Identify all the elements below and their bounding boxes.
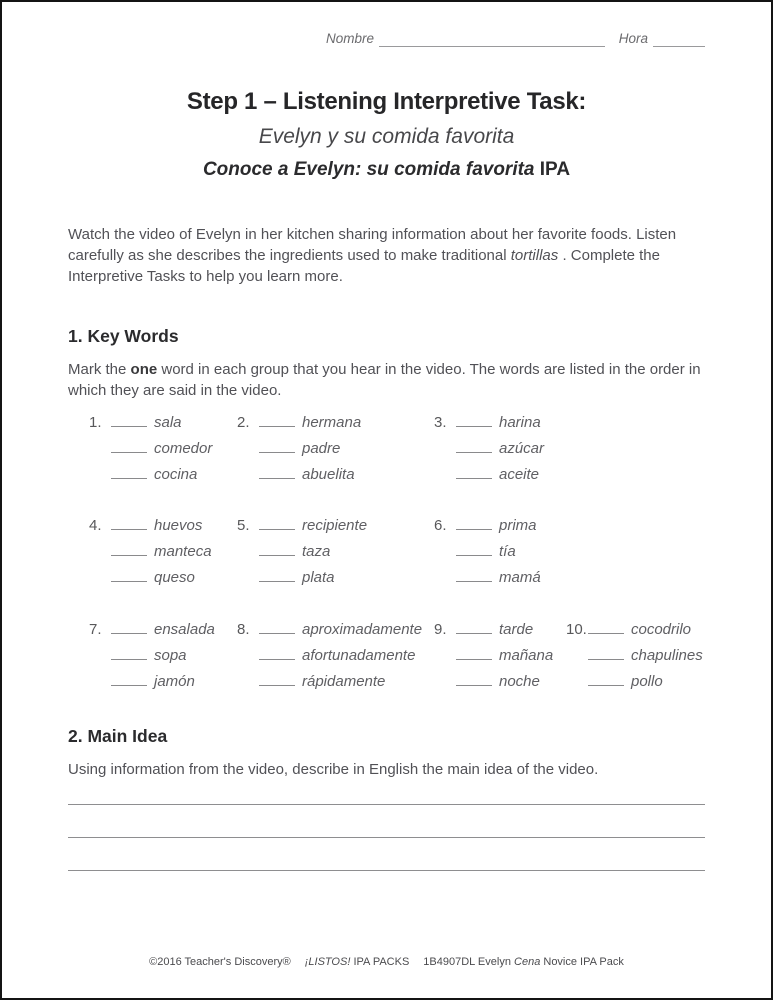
word-option: [588, 669, 703, 695]
answer-blank: [456, 646, 492, 660]
answer-blank: [588, 620, 624, 634]
footer-copyright: ©2016 Teacher's Discovery®: [149, 956, 291, 968]
word-label: noche: [499, 673, 540, 690]
word-option: [259, 513, 367, 539]
word-label: cocodrilo: [631, 621, 692, 638]
group-number: 8.: [237, 621, 250, 638]
answer-blank: [111, 568, 147, 582]
word-label: mañana: [499, 647, 554, 664]
word-group-5: [237, 513, 367, 591]
word-option: [259, 565, 367, 591]
word-option: [588, 643, 703, 669]
answer-blank: [456, 620, 492, 634]
main-idea-answer-area: [68, 780, 705, 871]
word-option: [111, 436, 212, 462]
intro-text-italic: tortillas: [510, 247, 559, 264]
instr-text-post: word in each group that you hear in the video. The words are listed in the order in which they are said in the video.: [68, 361, 701, 399]
intro-text-post: . Complete the Interpretive Tasks to help you learn more.: [68, 247, 660, 285]
word-group-1: [89, 410, 212, 488]
group-number: 5.: [237, 517, 250, 534]
page-title: Step 1 – Listening Interpretive Task:: [186, 88, 587, 115]
footer-series: [305, 956, 410, 968]
word-option: [259, 436, 361, 462]
word-option: [456, 436, 544, 462]
answer-blank: [456, 542, 492, 556]
word-label: sala: [154, 414, 182, 431]
group-items: [456, 617, 553, 695]
hour-blank-line: [653, 31, 705, 47]
word-option: [456, 643, 553, 669]
word-option: [111, 539, 212, 565]
answer-blank: [588, 646, 624, 660]
word-label: tarde: [499, 621, 534, 638]
word-group-9: [434, 617, 553, 695]
answer-blank: [111, 439, 147, 453]
hour-label: Hora: [618, 31, 648, 46]
word-group-row-2: [68, 513, 705, 591]
answer-blank: [111, 646, 147, 660]
instr-text-bold: one: [130, 361, 158, 378]
page-subtitle: Evelyn y su comida favorita: [258, 125, 515, 148]
answer-blank: [111, 516, 147, 530]
word-label: pollo: [631, 673, 663, 690]
word-option: [111, 669, 215, 695]
group-number: 2.: [237, 414, 250, 431]
word-option: [456, 669, 553, 695]
word-option: [456, 462, 544, 488]
answer-blank: [259, 620, 295, 634]
word-label: recipiente: [302, 517, 368, 534]
title-block: [68, 87, 705, 182]
name-hour-header: [326, 31, 705, 47]
answer-blank: [588, 672, 624, 686]
word-label: manteca: [154, 543, 212, 560]
intro-paragraph: [68, 224, 705, 287]
word-group-4: [89, 513, 212, 591]
word-label: taza: [302, 543, 331, 560]
word-option: [456, 539, 541, 565]
word-label: chapulines: [631, 647, 703, 664]
word-option: [259, 539, 367, 565]
word-label: cocina: [154, 466, 198, 483]
key-words-instructions: [68, 359, 705, 401]
word-group-10: [566, 617, 703, 695]
word-label: comedor: [154, 440, 213, 457]
answer-blank: [259, 413, 295, 427]
footer-series-name: ¡LISTOS!: [304, 956, 351, 968]
intro-text-pre: Watch the video of Evelyn in her kitchen sharing information about her favorite foods. Listen carefully as she describes the ingredients used to make traditional: [68, 226, 677, 264]
group-items: [111, 617, 215, 695]
word-label: jamón: [154, 673, 195, 690]
footer-product: [423, 956, 624, 968]
answer-blank: [111, 542, 147, 556]
main-idea-heading: 2. Main Idea: [68, 726, 168, 746]
group-number: 6.: [434, 517, 447, 534]
ipa-title: [68, 157, 705, 182]
word-label: plata: [302, 569, 335, 586]
group-items: [111, 410, 212, 488]
word-option: [111, 617, 215, 643]
word-label: abuelita: [302, 466, 355, 483]
group-items: [588, 617, 703, 695]
word-label: tía: [499, 543, 516, 560]
answer-blank: [456, 465, 492, 479]
group-number: 10.: [566, 621, 587, 638]
answer-line-1: [68, 780, 705, 805]
group-items: [259, 617, 422, 695]
answer-blank: [259, 516, 295, 530]
footer: [2, 956, 771, 968]
group-number: 1.: [89, 414, 102, 431]
word-option: [111, 643, 215, 669]
word-option: [111, 462, 212, 488]
word-label: ensalada: [154, 621, 215, 638]
group-number: 9.: [434, 621, 447, 638]
answer-blank: [456, 672, 492, 686]
word-label: padre: [302, 440, 341, 457]
word-label: rápidamente: [302, 673, 386, 690]
answer-blank: [259, 568, 295, 582]
word-option: [259, 410, 361, 436]
word-label: prima: [499, 517, 537, 534]
answer-blank: [259, 542, 295, 556]
word-option: [456, 565, 541, 591]
word-option: [259, 643, 422, 669]
footer-product-italic: Cena: [514, 956, 541, 968]
word-option: [259, 669, 422, 695]
word-label: mamá: [499, 569, 541, 586]
answer-blank: [111, 413, 147, 427]
word-label: aproximadamente: [302, 621, 423, 638]
word-option: [259, 462, 361, 488]
footer-series-rest: IPA PACKS: [353, 956, 410, 968]
word-option: [259, 617, 422, 643]
answer-blank: [456, 439, 492, 453]
footer-product-code: 1B4907DL Evelyn: [423, 956, 511, 968]
word-label: harina: [499, 414, 541, 431]
word-label: huevos: [154, 517, 203, 534]
word-label: afortunadamente: [302, 647, 416, 664]
word-option: [456, 513, 541, 539]
word-group-row-3: [68, 617, 705, 695]
group-items: [456, 513, 541, 591]
key-words-heading: 1. Key Words: [68, 326, 179, 346]
answer-line-3: [68, 838, 705, 871]
word-label: aceite: [499, 466, 540, 483]
group-items: [111, 513, 212, 591]
answer-blank: [259, 672, 295, 686]
name-blank-line: [379, 31, 605, 47]
word-group-row-1: [68, 410, 705, 488]
word-group-2: [237, 410, 361, 488]
word-label: azúcar: [499, 440, 545, 457]
word-option: [588, 617, 703, 643]
word-group-6: [434, 513, 541, 591]
group-items: [259, 513, 367, 591]
word-label: queso: [154, 569, 195, 586]
main-idea-instructions: Using information from the video, describe in English the main idea of the video.: [68, 761, 599, 778]
word-label: sopa: [154, 647, 187, 664]
name-label: Nombre: [326, 31, 375, 46]
word-option: [111, 513, 212, 539]
answer-blank: [456, 516, 492, 530]
group-number: 3.: [434, 414, 447, 431]
answer-blank: [111, 672, 147, 686]
footer-product-post: Novice IPA Pack: [543, 956, 624, 968]
answer-blank: [259, 465, 295, 479]
word-option: [456, 617, 553, 643]
word-option: [456, 410, 544, 436]
answer-blank: [111, 620, 147, 634]
answer-line-2: [68, 805, 705, 838]
group-number: 7.: [89, 621, 102, 638]
answer-blank: [259, 646, 295, 660]
group-number: 4.: [89, 517, 102, 534]
word-option: [111, 410, 212, 436]
word-group-3: [434, 410, 544, 488]
answer-blank: [456, 413, 492, 427]
instr-text-pre: Mark the: [68, 361, 131, 378]
word-option: [111, 565, 212, 591]
group-items: [456, 410, 544, 488]
word-group-8: [237, 617, 422, 695]
answer-blank: [456, 568, 492, 582]
word-group-7: [89, 617, 215, 695]
group-items: [259, 410, 361, 488]
ipa-title-plain: IPA: [539, 159, 571, 180]
ipa-title-italic: Conoce a Evelyn: su comida favorita: [202, 159, 535, 180]
word-label: hermana: [302, 414, 362, 431]
answer-blank: [111, 465, 147, 479]
answer-blank: [259, 439, 295, 453]
